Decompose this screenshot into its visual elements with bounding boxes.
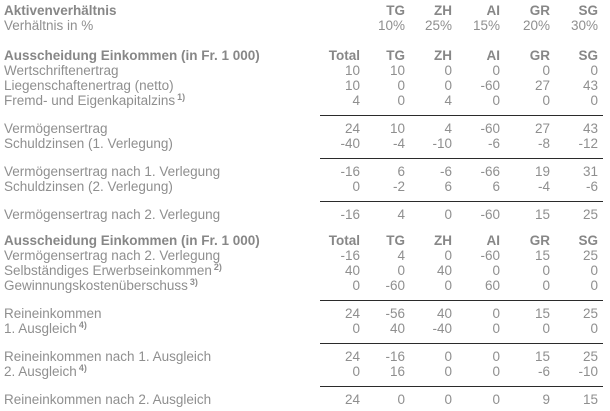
cell-total: 4 (352, 93, 360, 108)
cell-ai: -60 (480, 121, 500, 136)
cell-ai: AI (486, 48, 500, 63)
table-row (0, 136, 610, 151)
row-label (0, 18, 322, 33)
table-row (0, 63, 610, 78)
cell-zh: ZH (434, 48, 452, 63)
cell-total: 10 (344, 63, 360, 78)
cell-total: 24 (344, 306, 360, 321)
row-label-text: Schuldzinsen (2. Verlegung) (4, 179, 173, 194)
table-body (0, 3, 610, 407)
row-label-text: Reineinkommen nach 1. Ausgleich (4, 349, 212, 364)
cell-sg: 31 (582, 164, 598, 179)
cell-tg: 0 (397, 93, 405, 108)
cell-gr: 15 (534, 306, 550, 321)
cell-tg: 10 (389, 63, 405, 78)
table-row (0, 306, 610, 321)
section-header-row (0, 3, 610, 18)
cell-zh: -40 (432, 321, 452, 336)
cell-total: 0 (352, 364, 360, 379)
cell-sg: SG (578, 48, 598, 63)
cell-tg: -60 (385, 278, 405, 293)
row-label-text: Liegenschaftenertrag (netto) (4, 78, 174, 93)
table-row (0, 263, 610, 278)
cell-total (322, 3, 360, 18)
table-row (0, 392, 610, 407)
cell-ai: AI (486, 233, 500, 248)
table-row (0, 364, 610, 379)
cell-tg: 16 (389, 364, 405, 379)
row-label (0, 136, 322, 151)
row-label-text: Reineinkommen nach 2. Ausgleich (4, 392, 212, 407)
cell-ai: 0 (492, 392, 500, 407)
table-row (0, 207, 610, 222)
row-label (0, 349, 322, 364)
cell-ai: 0 (492, 321, 500, 336)
cell-gr: 15 (534, 207, 550, 222)
row-label-text: Vermögensertrag (4, 121, 108, 136)
cell-zh: 4 (444, 93, 452, 108)
cell-sg: -6 (585, 179, 598, 194)
cell-sg: 43 (582, 78, 598, 93)
row-label (0, 121, 322, 136)
cell-ai: 0 (492, 349, 500, 364)
section-header-row (0, 233, 610, 248)
cell-ai: -60 (480, 207, 500, 222)
cell-tg: -2 (392, 179, 405, 194)
cell-zh: ZH (434, 233, 452, 248)
cell-zh: 40 (436, 306, 452, 321)
cell-tg: TG (386, 48, 405, 63)
cell-sg: 25 (582, 207, 598, 222)
cell-total: 0 (352, 278, 360, 293)
sum-rule (320, 343, 603, 344)
section-gap (0, 222, 610, 233)
footnote-marker: 2) (213, 263, 222, 272)
cell-tg: -56 (385, 306, 405, 321)
cell-total: 24 (344, 349, 360, 364)
row-label-text: Reineinkommen (4, 306, 102, 321)
row-label (0, 48, 322, 63)
table-row (0, 278, 610, 293)
cell-sg: 0 (590, 321, 598, 336)
cell-ai: 0 (492, 263, 500, 278)
table-row (0, 179, 610, 194)
table-row (0, 349, 610, 364)
row-label-text: Vermögensertrag nach 2. Verlegung (4, 207, 221, 222)
cell-zh: 0 (444, 392, 452, 407)
cell-ai: -66 (480, 164, 500, 179)
cell-gr: 0 (542, 278, 550, 293)
cell-total (322, 18, 360, 33)
cell-zh: 4 (444, 121, 452, 136)
cell-gr: 0 (542, 93, 550, 108)
cell-gr: -6 (537, 364, 550, 379)
row-label-text: Aktivenverhältnis (4, 3, 117, 18)
footnote-marker: 4) (78, 321, 87, 330)
cell-gr: 27 (534, 78, 550, 93)
cell-ai: 0 (492, 63, 500, 78)
sum-rule (320, 115, 603, 116)
cell-gr: 27 (534, 121, 550, 136)
section-gap (0, 33, 610, 48)
cell-zh: 0 (444, 364, 452, 379)
row-label (0, 63, 322, 78)
cell-sg: 43 (582, 121, 598, 136)
cell-tg: 40 (389, 321, 405, 336)
cell-zh: 0 (444, 278, 452, 293)
cell-gr: 0 (542, 63, 550, 78)
cell-tg: -4 (392, 136, 405, 151)
cell-sg: 0 (590, 93, 598, 108)
row-label (0, 321, 322, 336)
row-label (0, 93, 322, 108)
cell-zh: 6 (444, 179, 452, 194)
row-label-text: 1. Ausgleich (4, 321, 77, 336)
row-label (0, 278, 322, 293)
row-label-text: Fremd- und Eigenkapitalzins (4, 93, 176, 108)
row-label (0, 306, 322, 321)
cell-zh: 0 (444, 63, 452, 78)
row-label (0, 3, 322, 18)
cell-total: 10 (344, 78, 360, 93)
row-label (0, 263, 322, 278)
cell-sg: 15 (582, 392, 598, 407)
cell-tg: 0 (397, 263, 405, 278)
row-label (0, 392, 322, 407)
cell-tg: 4 (397, 248, 405, 263)
row-label-text: Ausscheidung Einkommen (in Fr. 1 000) (4, 233, 260, 248)
cell-tg: TG (386, 233, 405, 248)
cell-sg: 0 (590, 263, 598, 278)
cell-gr: -8 (537, 136, 550, 151)
cell-ai: AI (486, 3, 500, 18)
cell-zh: 0 (444, 349, 452, 364)
cell-sg: 0 (590, 278, 598, 293)
footnote-marker: 3) (189, 278, 198, 287)
cell-total: -16 (340, 164, 360, 179)
cell-total: Total (328, 48, 360, 63)
row-label-text: Schuldzinsen (1. Verlegung) (4, 136, 173, 151)
cell-ai: 0 (492, 306, 500, 321)
cell-gr: 15 (534, 349, 550, 364)
cell-gr: 0 (542, 263, 550, 278)
cell-sg: 25 (582, 349, 598, 364)
row-label (0, 207, 322, 222)
cell-zh: 25% (424, 18, 452, 33)
cell-ai: 15% (472, 18, 500, 33)
cell-zh: 0 (444, 78, 452, 93)
table-row (0, 78, 610, 93)
cell-tg: 0 (397, 78, 405, 93)
row-label-text: Wertschriftenertrag (4, 63, 119, 78)
cell-sg: SG (578, 233, 598, 248)
cell-tg: -16 (385, 349, 405, 364)
row-label (0, 179, 322, 194)
cell-sg: 0 (590, 63, 598, 78)
cell-zh: -6 (439, 164, 452, 179)
sum-rule (320, 300, 603, 301)
cell-ai: 6 (492, 179, 500, 194)
cell-total: 24 (344, 392, 360, 407)
cell-zh: 0 (444, 248, 452, 263)
cell-total: -40 (340, 136, 360, 151)
cell-gr: 19 (534, 164, 550, 179)
row-label (0, 164, 322, 179)
cell-gr: GR (529, 3, 550, 18)
sum-rule (320, 386, 603, 387)
cell-ai: -60 (480, 248, 500, 263)
row-label-text: Gewinnungskostenüberschuss (4, 278, 188, 293)
cell-zh: ZH (434, 3, 452, 18)
table-row (0, 121, 610, 136)
cell-ai: -60 (480, 78, 500, 93)
cell-tg: 0 (397, 392, 405, 407)
cell-sg: 25 (582, 306, 598, 321)
row-label-text: Ausscheidung Einkommen (in Fr. 1 000) (4, 48, 260, 63)
row-label (0, 364, 322, 379)
cell-gr: 15 (534, 248, 550, 263)
cell-zh: 0 (444, 207, 452, 222)
cell-gr: 20% (522, 18, 550, 33)
sum-rule (320, 158, 603, 159)
cell-zh: -10 (432, 136, 452, 151)
cell-ai: -6 (487, 136, 500, 151)
cell-tg: 6 (397, 164, 405, 179)
cell-gr: 9 (542, 392, 550, 407)
table-row (0, 93, 610, 108)
cell-gr: GR (529, 48, 550, 63)
row-label-text: Verhältnis in % (4, 18, 94, 33)
row-label (0, 248, 322, 263)
table-row (0, 164, 610, 179)
section-header-row (0, 48, 610, 63)
cell-total: -16 (340, 207, 360, 222)
cell-total: 40 (344, 263, 360, 278)
table-row (0, 321, 610, 336)
cell-tg: TG (386, 3, 405, 18)
cell-zh: 40 (436, 263, 452, 278)
row-label-text: Selbständiges Erwerbseinkommen (4, 263, 212, 278)
cell-total: -16 (340, 248, 360, 263)
footnote-marker: 1) (177, 93, 186, 102)
cell-total: 0 (352, 179, 360, 194)
cell-total: 24 (344, 121, 360, 136)
cell-sg: -10 (578, 364, 598, 379)
cell-ai: 0 (492, 93, 500, 108)
cell-sg: -12 (578, 136, 598, 151)
cell-ai: 0 (492, 364, 500, 379)
cell-tg: 4 (397, 207, 405, 222)
cell-gr: -4 (537, 179, 550, 194)
cell-sg: 30% (570, 18, 598, 33)
cell-sg: SG (578, 3, 598, 18)
cell-tg: 10% (377, 18, 405, 33)
table-row (0, 18, 610, 33)
table-row (0, 248, 610, 263)
sum-rule (320, 201, 603, 202)
row-label (0, 233, 322, 248)
cell-total: Total (328, 233, 360, 248)
cell-ai: 60 (484, 278, 500, 293)
footnote-marker: 4) (78, 364, 87, 373)
cell-total: 0 (352, 321, 360, 336)
cell-gr: GR (529, 233, 550, 248)
cell-sg: 25 (582, 248, 598, 263)
cell-gr: 0 (542, 321, 550, 336)
row-label-text: Vermögensertrag nach 1. Verlegung (4, 164, 221, 179)
cell-tg: 10 (389, 121, 405, 136)
row-label-text: Vermögensertrag nach 2. Verlegung (4, 248, 221, 263)
row-label-text: 2. Ausgleich (4, 364, 77, 379)
row-label (0, 78, 322, 93)
